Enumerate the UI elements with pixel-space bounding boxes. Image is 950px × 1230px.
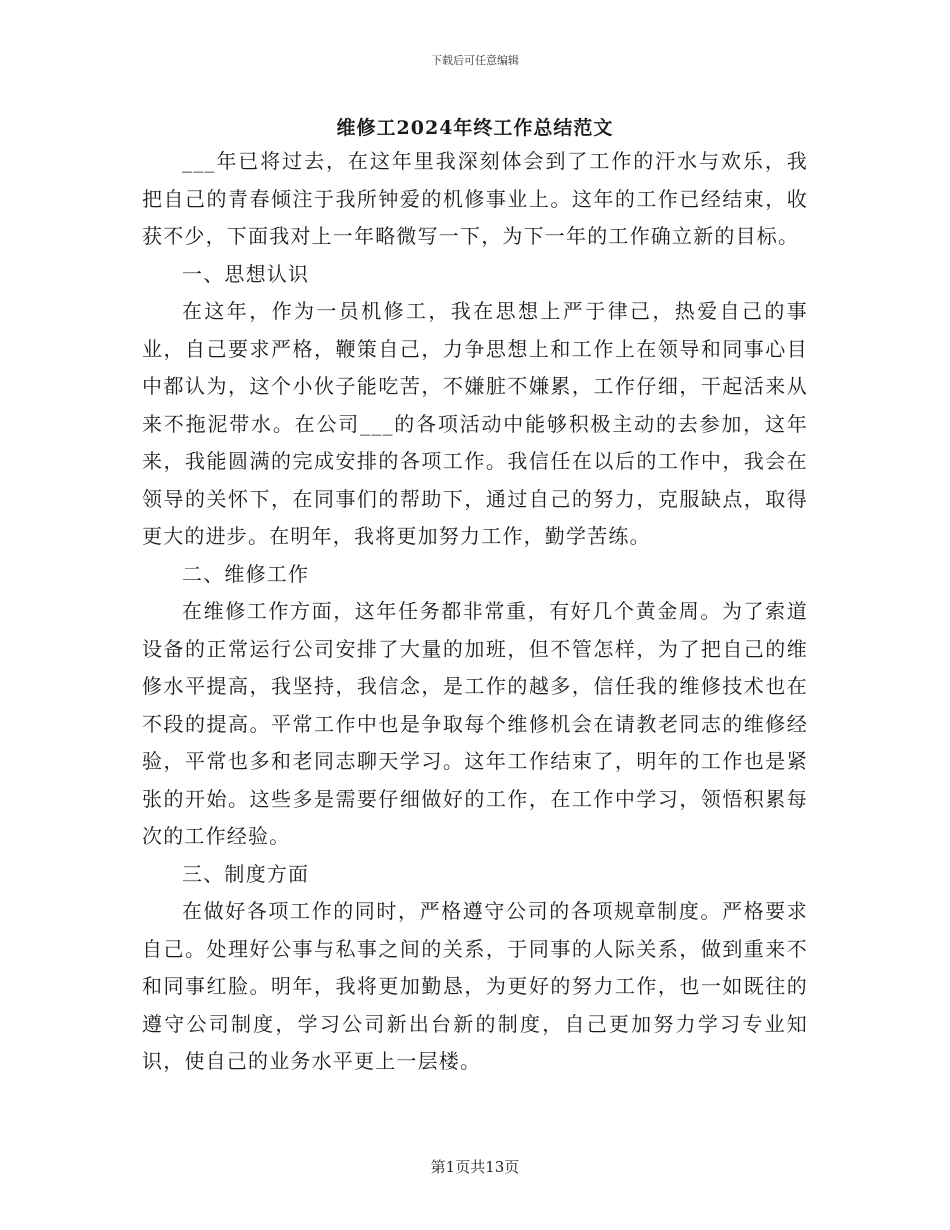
document-body xyxy=(142,143,808,1081)
document-title: 维修工2024年终工作总结范文 xyxy=(336,117,614,139)
page-header-note: 下载后可任意编辑 xyxy=(431,54,519,67)
section-paragraph-rules: 在做好各项工作的同时，严格遵守公司的各项规章制度。严格要求自己。处理好公事与私事之间的关系，于同事的人际关系，做到重来不和同事红脸。明年，我将更加勤恳，为更好的努力工作，也一如既往的遵守公司制度，学习公司新出台新的制度，自己更加努力学习专业知识，使自己的业务水平更上一层楼。 xyxy=(142,899,808,1073)
section-paragraph-maintenance: 在维修工作方面，这年任务都非常重，有好几个黄金周。为了索道设备的正常运行公司安排了大量的加班，但不管怎样，为了把自己的维修水平提高，我坚持，我信念，是工作的越多，信任我的维修技术也在不段的提高。平常工作中也是争取每个维修机会在请教老同志的维修经验，平常也多和老同志聊天学习。这年工作结束了，明年的工作也是紧张的开始。这些多是需要仔细做好的工作，在工作中学习，领悟积累每次的工作经验。 xyxy=(142,599,808,848)
section-heading-rules: 三、制度方面 xyxy=(182,861,310,886)
section-heading-maintenance: 二、维修工作 xyxy=(182,561,310,586)
intro-paragraph: ___年已将过去，在这年里我深刻体会到了工作的汗水与欢乐，我把自己的青春倾注于我所钟爱的机修事业上。这年的工作已经结束，收获不少，下面我对上一年略微写一下，为下一年的工作确立新的目标。 xyxy=(142,149,808,248)
section-paragraph-thinking: 在这年，作为一员机修工，我在思想上严于律己，热爱自己的事业，自己要求严格，鞭策自己，力争思想上和工作上在领导和同事心目中都认为，这个小伙子能吃苦，不嫌脏不嫌累，工作仔细，干起活来从来不拖泥带水。在公司___的各项活动中能够积极主动的去参加，这年来，我能圆满的完成安排的各项工作。我信任在以后的工作中，我会在领导的关怀下，在同事们的帮助下，通过自己的努力，克服缺点，取得更大的进步。在明年，我将更加努力工作，勤学苦练。 xyxy=(142,299,808,548)
page-number-footer: 第1页共13页 xyxy=(430,1158,520,1176)
section-heading-thinking: 一、思想认识 xyxy=(182,261,310,286)
